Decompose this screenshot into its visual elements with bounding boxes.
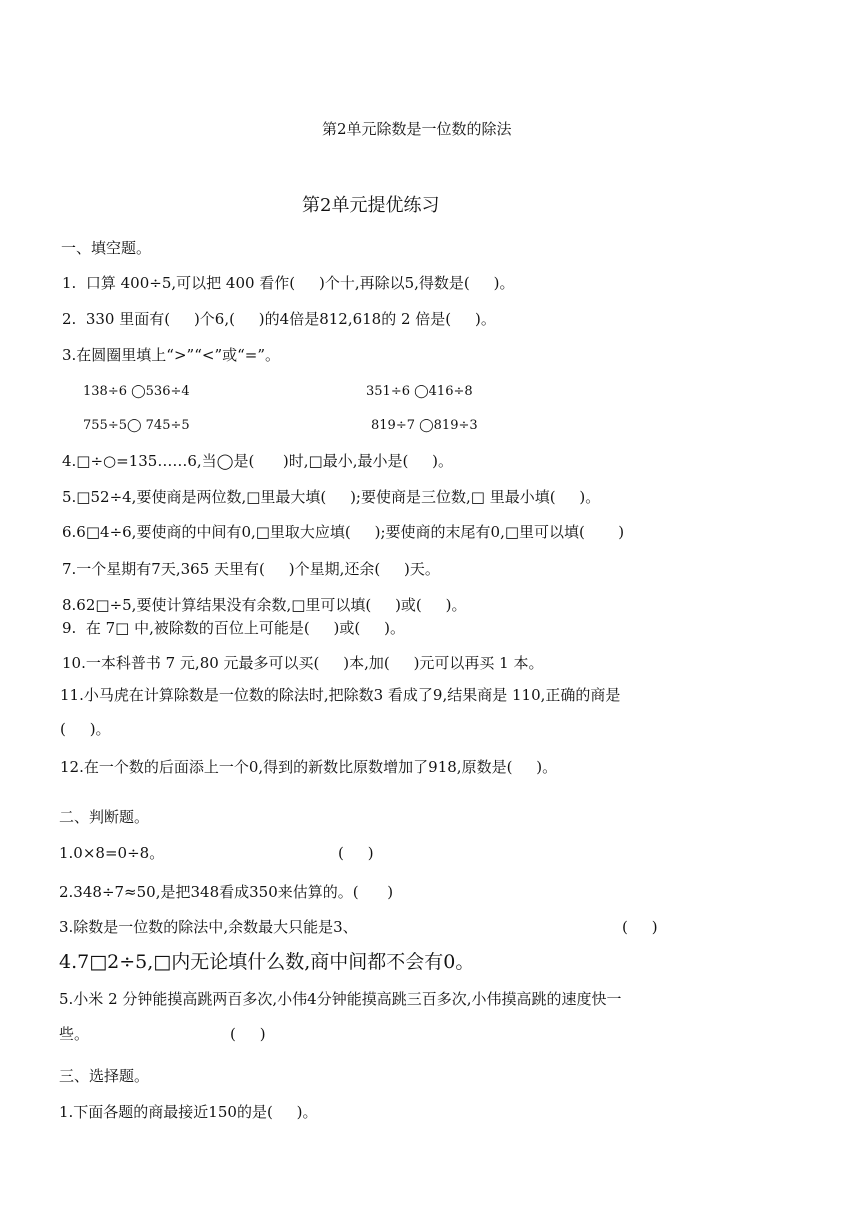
choice-1: 1.下面各题的商最接近150的是( )。: [59, 1103, 318, 1121]
question-11-line-1: 11.小马虎在计算除数是一位数的除法时,把除数3 看成了9,结果商是 110,正确的商是: [60, 686, 621, 704]
question-7: 7.一个星期有7天,365 天里有( )个星期,还余( )天。: [62, 560, 440, 578]
question-1: 1. 口算 400÷5,可以把 400 看作( )个十,再除以5,得数是( )。: [62, 274, 515, 292]
question-5: 5.□52÷4,要使商是两位数,□里最大填( );要使商是三位数,□ 里最小填( )。: [62, 488, 601, 506]
judge-3-answer: ( ): [622, 918, 658, 936]
compare-item-a: 138÷6 ◯536÷4: [83, 384, 190, 399]
section-heading-multiple-choice: 三、选择题。: [59, 1067, 150, 1085]
question-11-line-2: ( )。: [60, 720, 111, 738]
compare-item-b: 351÷6 ◯416÷8: [366, 384, 473, 399]
question-10: 10.一本科普书 7 元,80 元最多可以买( )本,加( )元可以再买 1 本。: [62, 654, 544, 672]
section-heading-fill-in: 一、填空题。: [61, 239, 152, 257]
judge-1: 1.0×8=0÷8。: [59, 844, 165, 862]
question-6: 6.6□4÷6,要使商的中间有0,□里取大应填( );要使商的末尾有0,□里可以填( ): [62, 523, 625, 541]
unit-title: 第2单元除数是一位数的除法: [322, 120, 512, 138]
question-4: 4.□÷○=135……6,当◯是( )时,□最小,最小是( )。: [62, 452, 454, 470]
judge-4: 4.7□2÷5,□内无论填什么数,商中间都不会有0。: [59, 951, 475, 973]
section-heading-true-false: 二、判断题。: [59, 808, 150, 826]
judge-5-answer: ( ): [230, 1025, 266, 1043]
judge-3: 3.除数是一位数的除法中,余数最大只能是3、: [59, 918, 358, 936]
compare-item-d: 819÷7 ◯819÷3: [371, 418, 478, 433]
question-2: 2. 330 里面有( )个6,( )的4倍是812,618的 2 倍是( )。: [62, 310, 496, 328]
judge-1-answer: ( ): [338, 844, 374, 862]
judge-5-line-2: 些。: [59, 1025, 90, 1043]
compare-item-c: 755÷5◯ 745÷5: [83, 418, 190, 433]
judge-5-line-1: 5.小米 2 分钟能摸高跳两百多次,小伟4分钟能摸高跳三百多次,小伟摸高跳的速度快一: [59, 990, 622, 1008]
question-9: 9. 在 7□ 中,被除数的百位上可能是( )或( )。: [62, 619, 405, 637]
page-title: 第2单元提优练习: [302, 195, 440, 216]
question-12: 12.在一个数的后面添上一个0,得到的新数比原数增加了918,原数是( )。: [60, 758, 558, 776]
question-3: 3.在圆圈里填上“>”“<”或“=”。: [62, 346, 281, 364]
judge-2: 2.348÷7≈50,是把348看成350来估算的。( ): [59, 883, 394, 901]
question-8: 8.62□÷5,要使计算结果没有余数,□里可以填( )或( )。: [62, 596, 467, 614]
